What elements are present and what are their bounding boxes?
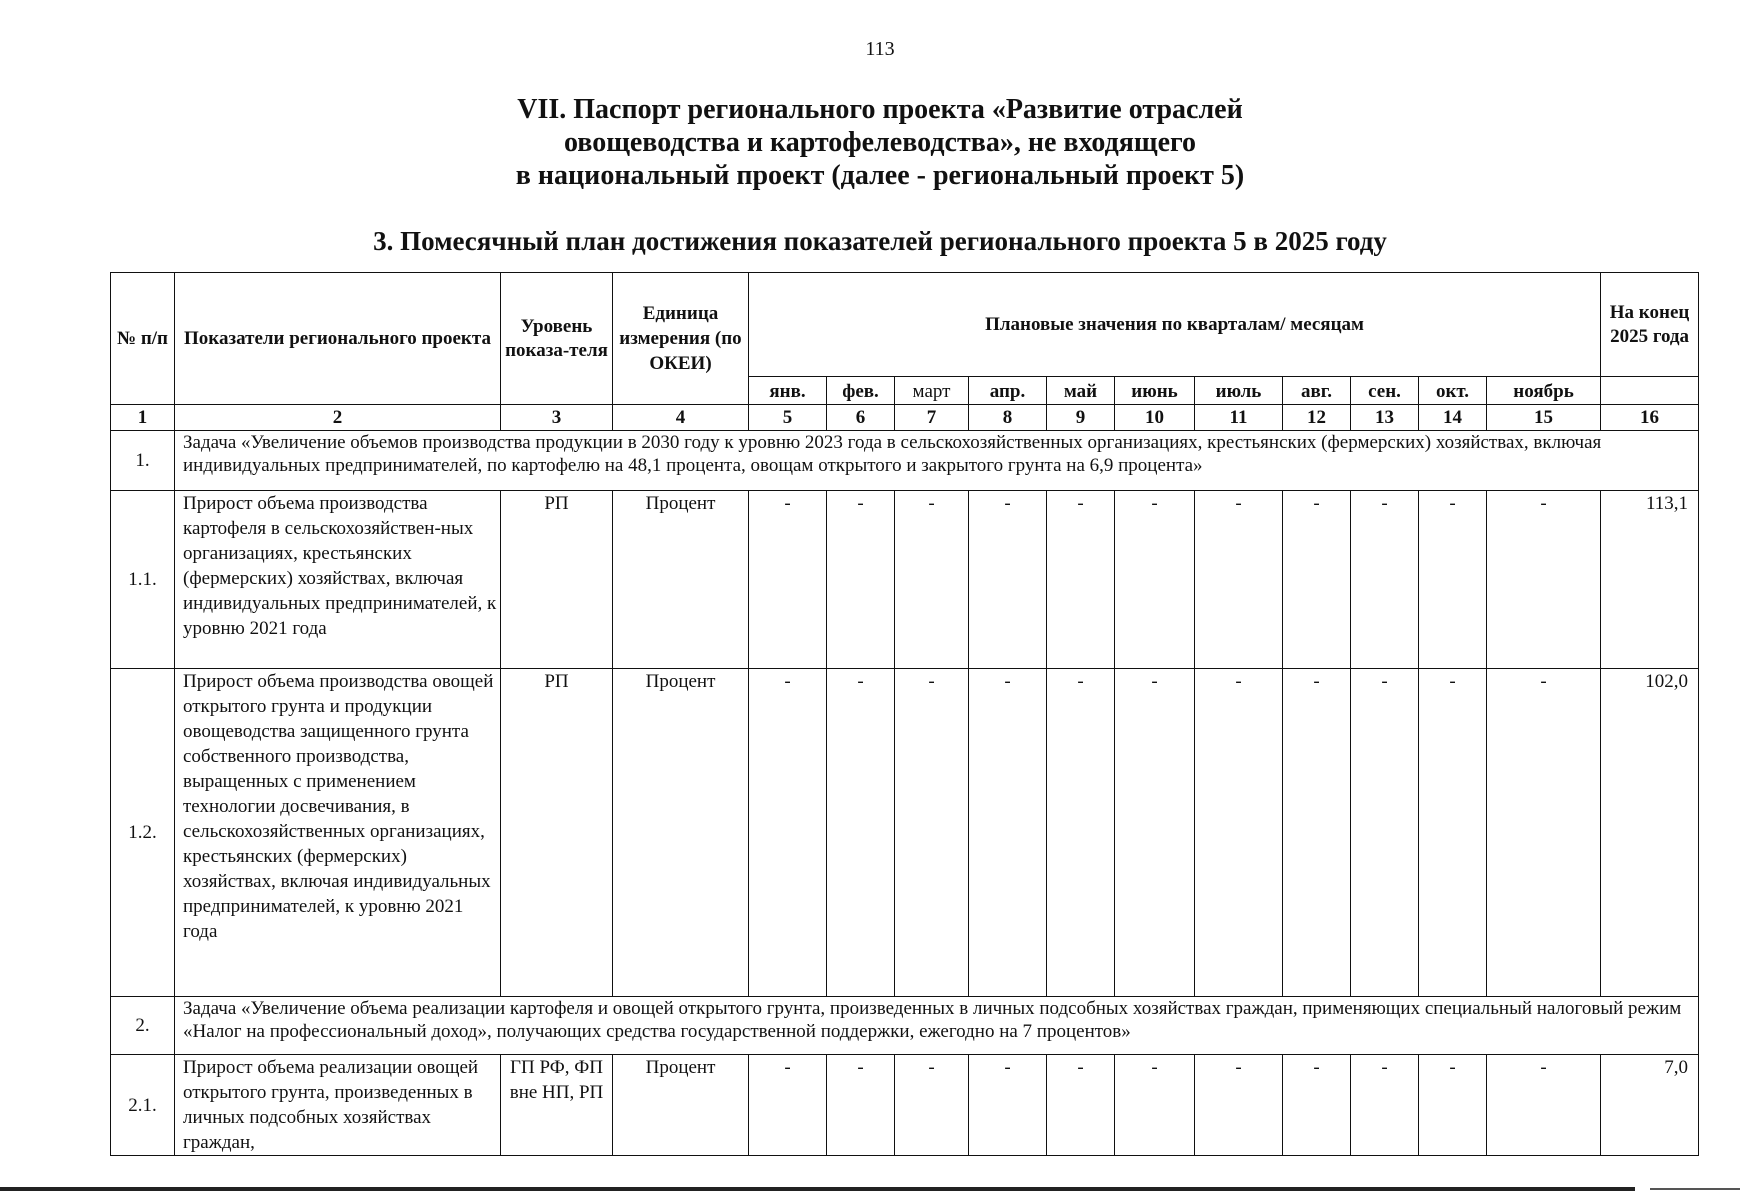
column-number: 9: [1047, 405, 1115, 431]
monthly-value: -: [1047, 669, 1115, 997]
month-header: фев.: [827, 377, 895, 405]
monthly-value: -: [895, 669, 969, 997]
monthly-value: -: [1419, 491, 1487, 669]
column-number: 16: [1601, 405, 1699, 431]
monthly-value: -: [749, 669, 827, 997]
header-num: № п/п: [111, 273, 175, 405]
monthly-value: -: [1487, 1055, 1601, 1156]
monthly-value: -: [749, 1055, 827, 1156]
header-end-year: На конец 2025 года: [1601, 273, 1699, 377]
indicator-level: РП: [501, 669, 613, 997]
task-row: [111, 997, 1699, 1055]
monthly-value: -: [895, 491, 969, 669]
column-number: 3: [501, 405, 613, 431]
month-header: апр.: [969, 377, 1047, 405]
monthly-value: -: [1419, 1055, 1487, 1156]
indicator-number: 2.1.: [111, 1055, 175, 1156]
header-indicator: Показатели регионального проекта: [175, 273, 501, 405]
page-bottom-rule-fragment: [1650, 1188, 1740, 1190]
column-number: 6: [827, 405, 895, 431]
indicator-unit: Процент: [613, 491, 749, 669]
indicator-row: [111, 669, 1699, 997]
document-title: [0, 93, 1760, 192]
indicator-number: 1.2.: [111, 669, 175, 997]
monthly-value: -: [827, 491, 895, 669]
month-header: сен.: [1351, 377, 1419, 405]
monthly-value: -: [969, 1055, 1047, 1156]
monthly-value: -: [827, 669, 895, 997]
month-header: окт.: [1419, 377, 1487, 405]
monthly-value: -: [1195, 669, 1283, 997]
column-number: 10: [1115, 405, 1195, 431]
column-number: 5: [749, 405, 827, 431]
month-header: март: [895, 377, 969, 405]
end-year-value: 102,0: [1601, 669, 1699, 997]
task-number: 2.: [111, 997, 175, 1055]
monthly-value: -: [969, 491, 1047, 669]
monthly-value: -: [1195, 491, 1283, 669]
monthly-value: -: [969, 669, 1047, 997]
column-number: 2: [175, 405, 501, 431]
title-line: VII. Паспорт регионального проекта «Развитие отраслей: [517, 94, 1243, 125]
title-line: овощеводства и картофелеводства», не входящего: [563, 127, 1197, 158]
task-number: 1.: [111, 431, 175, 491]
task-text: Задача «Увеличение объема реализации картофеля и овощей открытого грунта, произведенных в личных подсобных хозяйствах граждан, применяющих специальный налоговый режим «Налог на профессиональный доход», получающих средства государственной поддержки, ежегодно на 7 процентов»: [175, 997, 1699, 1055]
end-year-value: 113,1: [1601, 491, 1699, 669]
column-number: 14: [1419, 405, 1487, 431]
monthly-value: -: [1283, 1055, 1351, 1156]
task-row: [111, 431, 1699, 491]
empty-header-cell: [1601, 377, 1699, 405]
column-number: 11: [1195, 405, 1283, 431]
month-header: янв.: [749, 377, 827, 405]
indicator-unit: Процент: [613, 669, 749, 997]
monthly-value: -: [1487, 491, 1601, 669]
section-subtitle: 3. Помесячный план достижения показателей регионального проекта 5 в 2025 году: [373, 226, 1387, 256]
page-bottom-rule: [0, 1187, 1635, 1191]
indicator-name: Прирост объема реализации овощей открытого грунта, произведенных в личных подсобных хозяйствах граждан,: [175, 1055, 501, 1156]
column-number: 13: [1351, 405, 1419, 431]
indicator-row: [111, 1055, 1699, 1156]
month-header: июнь: [1115, 377, 1195, 405]
monthly-value: -: [1115, 491, 1195, 669]
monthly-value: -: [1047, 1055, 1115, 1156]
title-line: в национальный проект (далее - региональный проект 5): [515, 160, 1245, 191]
month-header: авг.: [1283, 377, 1351, 405]
indicator-number: 1.1.: [111, 491, 175, 669]
indicator-level: РП: [501, 491, 613, 669]
column-number: 4: [613, 405, 749, 431]
monthly-value: -: [1115, 1055, 1195, 1156]
monthly-value: -: [1419, 669, 1487, 997]
column-number-row: [111, 405, 1699, 431]
column-number: 7: [895, 405, 969, 431]
monthly-value: -: [749, 491, 827, 669]
monthly-value: -: [1351, 1055, 1419, 1156]
month-header: ноябрь: [1487, 377, 1601, 405]
header-planned: Плановые значения по кварталам/ месяцам: [749, 273, 1601, 377]
header-unit: Единица измерения (по ОКЕИ): [613, 273, 749, 405]
indicator-level: ГП РФ, ФП вне НП, РП: [501, 1055, 613, 1156]
indicator-name: Прирост объема производства овощей открытого грунта и продукции овощеводства защищенного грунта собственного производства, выращенных с применением технологии досвечивания, в сельскохозяйственных организациях, крестьянских (фермерских) хозяйствах, включая индивидуальных предпринимателей, к уровню 2021 года: [175, 669, 501, 997]
monthly-value: -: [1195, 1055, 1283, 1156]
month-header: июль: [1195, 377, 1283, 405]
indicator-name: Прирост объема производства картофеля в сельскохозяйствен-ных организациях, крестьянских (фермерских) хозяйствах, включая индивидуальных предпринимателей, к уровню 2021 года: [175, 491, 501, 669]
column-number: 12: [1283, 405, 1351, 431]
monthly-value: -: [895, 1055, 969, 1156]
indicator-unit: Процент: [613, 1055, 749, 1156]
monthly-plan-table: [110, 272, 1699, 1156]
monthly-value: -: [1351, 491, 1419, 669]
column-number: 1: [111, 405, 175, 431]
column-number: 8: [969, 405, 1047, 431]
monthly-value: -: [1115, 669, 1195, 997]
monthly-value: -: [1047, 491, 1115, 669]
monthly-value: -: [1487, 669, 1601, 997]
task-text: Задача «Увеличение объемов производства продукции в 2030 году к уровню 2023 года в сельскохозяйственных организациях, крестьянских (фермерских) хозяйствах, включая индивидуальных предпринимателей, по картофелю на 48,1 процента, овощам открытого и закрытого грунта на 6,9 процента»: [175, 431, 1699, 491]
monthly-value: -: [827, 1055, 895, 1156]
monthly-value: -: [1351, 669, 1419, 997]
page-number: 113: [865, 38, 895, 60]
monthly-value: -: [1283, 669, 1351, 997]
end-year-value: 7,0: [1601, 1055, 1699, 1156]
column-number: 15: [1487, 405, 1601, 431]
monthly-value: -: [1283, 491, 1351, 669]
header-level: Уровень показа-теля: [501, 273, 613, 405]
indicator-row: [111, 491, 1699, 669]
month-header: май: [1047, 377, 1115, 405]
